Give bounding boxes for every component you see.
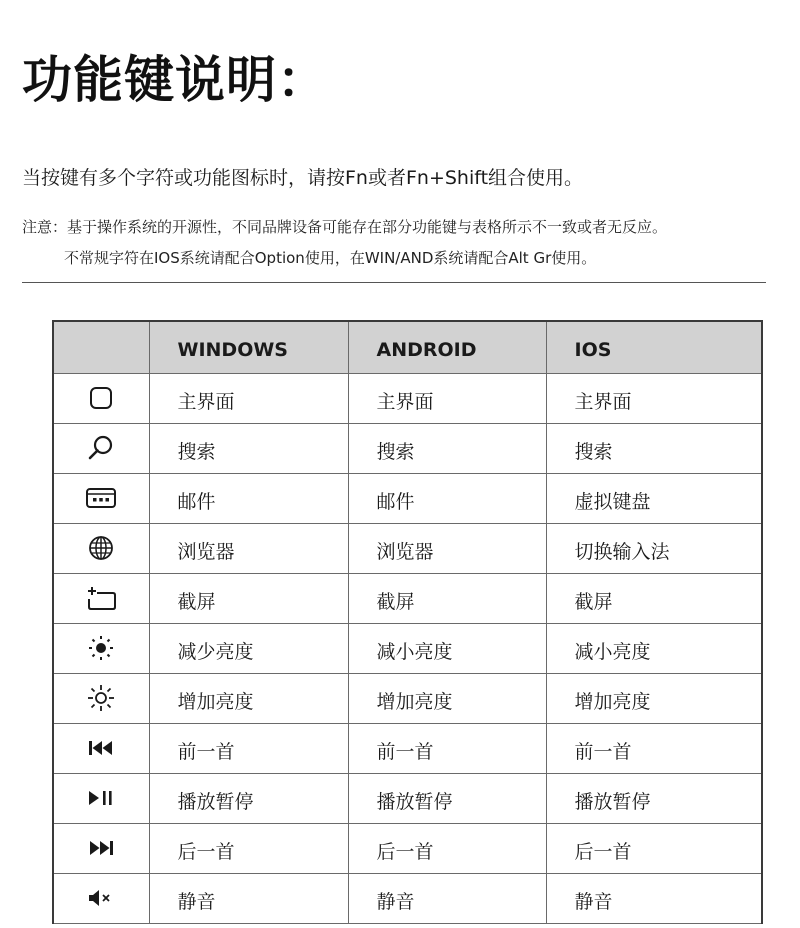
table-row <box>54 823 761 873</box>
cell-android: 后一首 <box>348 823 546 873</box>
cell-android: 播放暂停 <box>348 773 546 823</box>
globe-icon <box>87 534 115 562</box>
cell-windows: 主界面 <box>149 373 348 423</box>
icon-cell <box>54 473 149 523</box>
icon-cell <box>54 373 149 423</box>
cell-ios: 虚拟键盘 <box>546 473 761 523</box>
intro-text: 当按键有多个字符或功能图标时，请按Fn或者Fn+Shift组合使用。 <box>22 167 584 189</box>
mute-icon <box>86 887 116 909</box>
cell-windows: 减少亮度 <box>149 623 348 673</box>
cell-ios: 静音 <box>546 873 761 923</box>
icon-cell <box>54 573 149 623</box>
icon-cell <box>54 773 149 823</box>
cell-android: 截屏 <box>348 573 546 623</box>
table-row <box>54 573 761 623</box>
cell-windows: 前一首 <box>149 723 348 773</box>
icon-cell <box>54 723 149 773</box>
cell-windows: 增加亮度 <box>149 673 348 723</box>
header-ios: IOS <box>546 322 761 373</box>
icon-cell <box>54 623 149 673</box>
keyboard-icon <box>85 486 117 510</box>
icon-cell <box>54 523 149 573</box>
cell-ios: 前一首 <box>546 723 761 773</box>
cell-android: 减小亮度 <box>348 623 546 673</box>
cell-android: 浏览器 <box>348 523 546 573</box>
cell-android: 搜索 <box>348 423 546 473</box>
cell-windows: 截屏 <box>149 573 348 623</box>
cell-windows: 搜索 <box>149 423 348 473</box>
note-line-2: 不常规字符在IOS系统请配合Option使用，在WIN/AND系统请配合Alt Gr使用。 <box>64 249 597 267</box>
icon-cell <box>54 423 149 473</box>
brightness-down-icon <box>86 633 116 663</box>
icon-cell <box>54 873 149 923</box>
table-header-row <box>54 322 761 373</box>
cell-ios: 减小亮度 <box>546 623 761 673</box>
cell-windows: 播放暂停 <box>149 773 348 823</box>
play-pause-icon <box>86 787 116 809</box>
table-row <box>54 673 761 723</box>
table-row <box>54 873 761 923</box>
search-icon <box>87 434 115 462</box>
table-row <box>54 473 761 523</box>
cell-ios: 增加亮度 <box>546 673 761 723</box>
cell-android: 前一首 <box>348 723 546 773</box>
table-row <box>54 523 761 573</box>
home-square-icon <box>88 385 114 411</box>
table-row <box>54 423 761 473</box>
page-title: 功能键说明： <box>22 51 328 109</box>
cell-windows: 静音 <box>149 873 348 923</box>
divider <box>22 282 766 283</box>
brightness-up-icon <box>86 683 116 713</box>
cell-android: 主界面 <box>348 373 546 423</box>
note-line-1: 注意：基于操作系统的开源性，不同品牌设备可能存在部分功能键与表格所示不一致或者无反应。 <box>22 218 668 236</box>
table-row <box>54 373 761 423</box>
header-android: ANDROID <box>348 322 546 373</box>
cell-ios: 切换输入法 <box>546 523 761 573</box>
cell-ios: 主界面 <box>546 373 761 423</box>
table-row <box>54 723 761 773</box>
header-icon-column <box>54 322 149 373</box>
next-track-icon <box>86 837 116 859</box>
cell-ios: 截屏 <box>546 573 761 623</box>
cell-android: 邮件 <box>348 473 546 523</box>
table-row <box>54 623 761 673</box>
cell-android: 静音 <box>348 873 546 923</box>
cell-ios: 搜索 <box>546 423 761 473</box>
cell-windows: 邮件 <box>149 473 348 523</box>
icon-cell <box>54 823 149 873</box>
icon-cell <box>54 673 149 723</box>
function-key-table <box>52 320 763 924</box>
previous-track-icon <box>86 737 116 759</box>
cell-windows: 后一首 <box>149 823 348 873</box>
cell-windows: 浏览器 <box>149 523 348 573</box>
header-windows: WINDOWS <box>149 322 348 373</box>
screenshot-icon <box>85 584 117 612</box>
cell-ios: 播放暂停 <box>546 773 761 823</box>
table-row <box>54 773 761 823</box>
cell-ios: 后一首 <box>546 823 761 873</box>
cell-android: 增加亮度 <box>348 673 546 723</box>
